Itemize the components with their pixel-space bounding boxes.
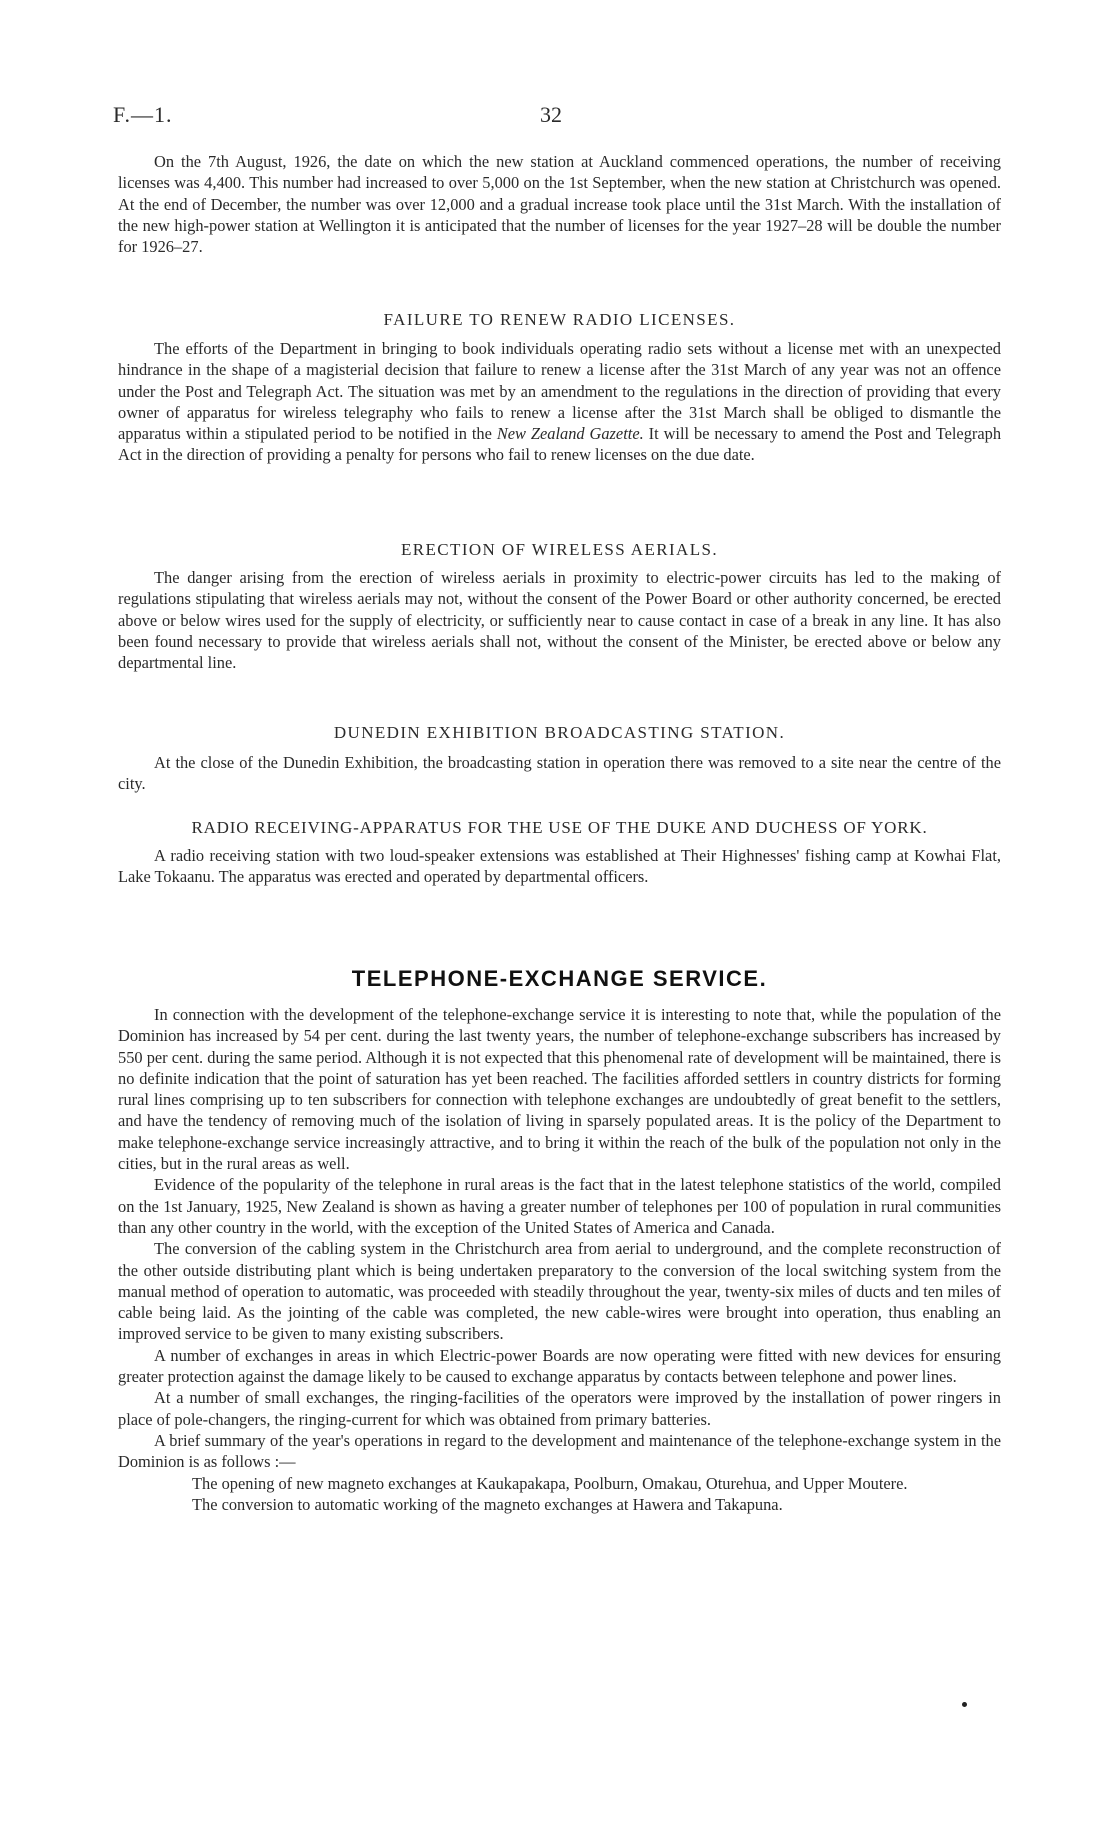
dunedin-paragraph: At the close of the Dunedin Exhibition, the broadcasting station in operation there was removed to a site near the centre of the city. <box>118 753 1001 794</box>
telephone-paragraph-3: The conversion of the cabling system in the Christchurch area from aerial to underground, and the complete reconstruction of the other outside distributing plant which is being undertaken preparatory to the conversion of the local switching system from the manual method of operation to automatic, was proceeded with steadily throughout the year, twenty-six miles of ducts and ten miles of cable being laid. As the jointing of the cable was completed, the new cable-wires were brought into operation, thus enabling an improved service to be given to many existing subscribers. <box>118 1239 1001 1344</box>
summary-item-2-text: The conversion to automatic working of the magneto exchanges at Hawera and Takapuna. <box>192 1494 783 1514</box>
failure-text-a: The efforts of the Department in bringing to book individuals operating radio sets without a license met with an unexpected hindrance in the shape of a magisterial decision that failure to renew a license after the 31st March of any year was not an offence under the Post and Telegraph Act. The situation was met by an amendment to the regulations in the direction of providing that every owner of apparatus for wireless telegraphy who fails to renew a license after the 31st March shall be obliged to dismantle the apparatus within a stipulated period to be notified in the <box>118 339 1001 444</box>
telephone-heading: TELEPHONE-EXCHANGE SERVICE. <box>351 966 768 991</box>
summary-item-1-text: The opening of new magneto exchanges at Kaukapakapa, Poolburn, Omakau, Oturehua, and Upper Moutere. <box>192 1473 908 1493</box>
gazette-title: New Zealand Gazette. <box>496 424 644 444</box>
intro-paragraph: On the 7th August, 1926, the date on which the new station at Auckland commenced operations, the number of receiving licenses was 4,400. This number had increased to over 5,000 on the 1st September, when the new station at Christchurch was opened. At the end of December, the number was over 12,000 and a gradual increase took place until the 31st March. With the installation of the new high-power station at Wellington it is anticipated that the number of licenses for the year 1927–28 will be double the number for 1926–27. <box>118 152 1001 257</box>
failure-heading: FAILURE TO RENEW RADIO LICENSES. <box>383 310 736 329</box>
dunedin-section <box>118 752 1001 795</box>
report-reference: F.—1. <box>113 102 173 127</box>
duke-paragraph: A radio receiving station with two loud-speaker extensions was established at Their Highnesses' fishing camp at Kowhai Flat, Lake Tokaanu. The apparatus was erected and operated by departmental officers. <box>118 846 1001 887</box>
telephone-paragraph-6: A brief summary of the year's operations in regard to the development and maintenance of the telephone-exchange system in the Dominion is as follows :— <box>118 1430 1001 1472</box>
duke-section <box>118 845 1001 888</box>
erection-section <box>118 567 1001 673</box>
summary-item-automatic-conversion <box>118 1494 1001 1515</box>
duke-heading: RADIO RECEIVING-APPARATUS FOR THE USE OF THE DUKE AND DUCHESS OF YORK. <box>191 818 928 837</box>
telephone-paragraph-1: In connection with the development of the telephone-exchange service it is interesting to note that, while the population of the Dominion has increased by 54 per cent. during the last twenty years, the number of telephone-exchange subscribers has increased by 550 per cent. during the same period. Although it is not expected that this phenomenal rate of development will be maintained, there is no definite indication that the point of saturation has yet been reached. The facilities afforded settlers in country districts for forming rural lines comprising up to ten subscribers for connection with telephone exchanges are undoubtedly of great benefit to the settlers, and have the tendency of removing much of the isolation of living in sparsely populated areas. It is the policy of the Department to make telephone-exchange service increasingly attractive, and to bring it within the reach of the bulk of the population not only in the cities, but in the rural areas as well. <box>118 1005 1001 1174</box>
ink-dot <box>962 1702 967 1707</box>
telephone-paragraph-4: A number of exchanges in areas in which Electric-power Boards are now operating were fitted with new devices for ensuring greater protection against the damage likely to be caused to exchange apparatus by contacts between telephone and power lines. <box>118 1345 1001 1387</box>
failure-section <box>118 338 1001 466</box>
failure-text-b: It will be necessary to amend the Post and Telegraph Act in the direction of providing a penalty for persons who fail to renew licenses on the due date. <box>118 424 1002 465</box>
dunedin-heading: DUNEDIN EXHIBITION BROADCASTING STATION. <box>333 723 786 742</box>
telephone-paragraph-2: Evidence of the popularity of the telephone in rural areas is the fact that in the latest telephone statistics of the world, compiled on the 1st January, 1925, New Zealand is shown as having a greater number of telephones per 100 of population in rural communities than any other country in the world, with the exception of the United States of America and Canada. <box>118 1175 1001 1237</box>
intro-section <box>118 151 1001 257</box>
page-number: 32 <box>540 102 562 127</box>
telephone-paragraph-5: At a number of small exchanges, the ringing-facilities of the operators were improved by the installation of power ringers in place of pole-changers, the ringing-current for which was obtained from primary batteries. <box>118 1388 1001 1429</box>
telephone-section <box>118 1004 1001 1515</box>
summary-item-new-exchanges <box>118 1473 1001 1494</box>
erection-paragraph: The danger arising from the erection of wireless aerials in proximity to electric-power circuits has led to the making of regulations stipulating that wireless aerials may not, without the consent of the Power Board or other authority concerned, be erected above or below wires used for the supply of electricity, or sufficiently near to cause contact in case of a break in any line. It has also been found necessary to provide that wireless aerials shall not, without the consent of the Minister, be erected above or below any departmental line. <box>118 568 1001 673</box>
erection-heading: ERECTION OF WIRELESS AERIALS. <box>400 540 719 559</box>
failure-paragraph <box>118 338 1001 466</box>
